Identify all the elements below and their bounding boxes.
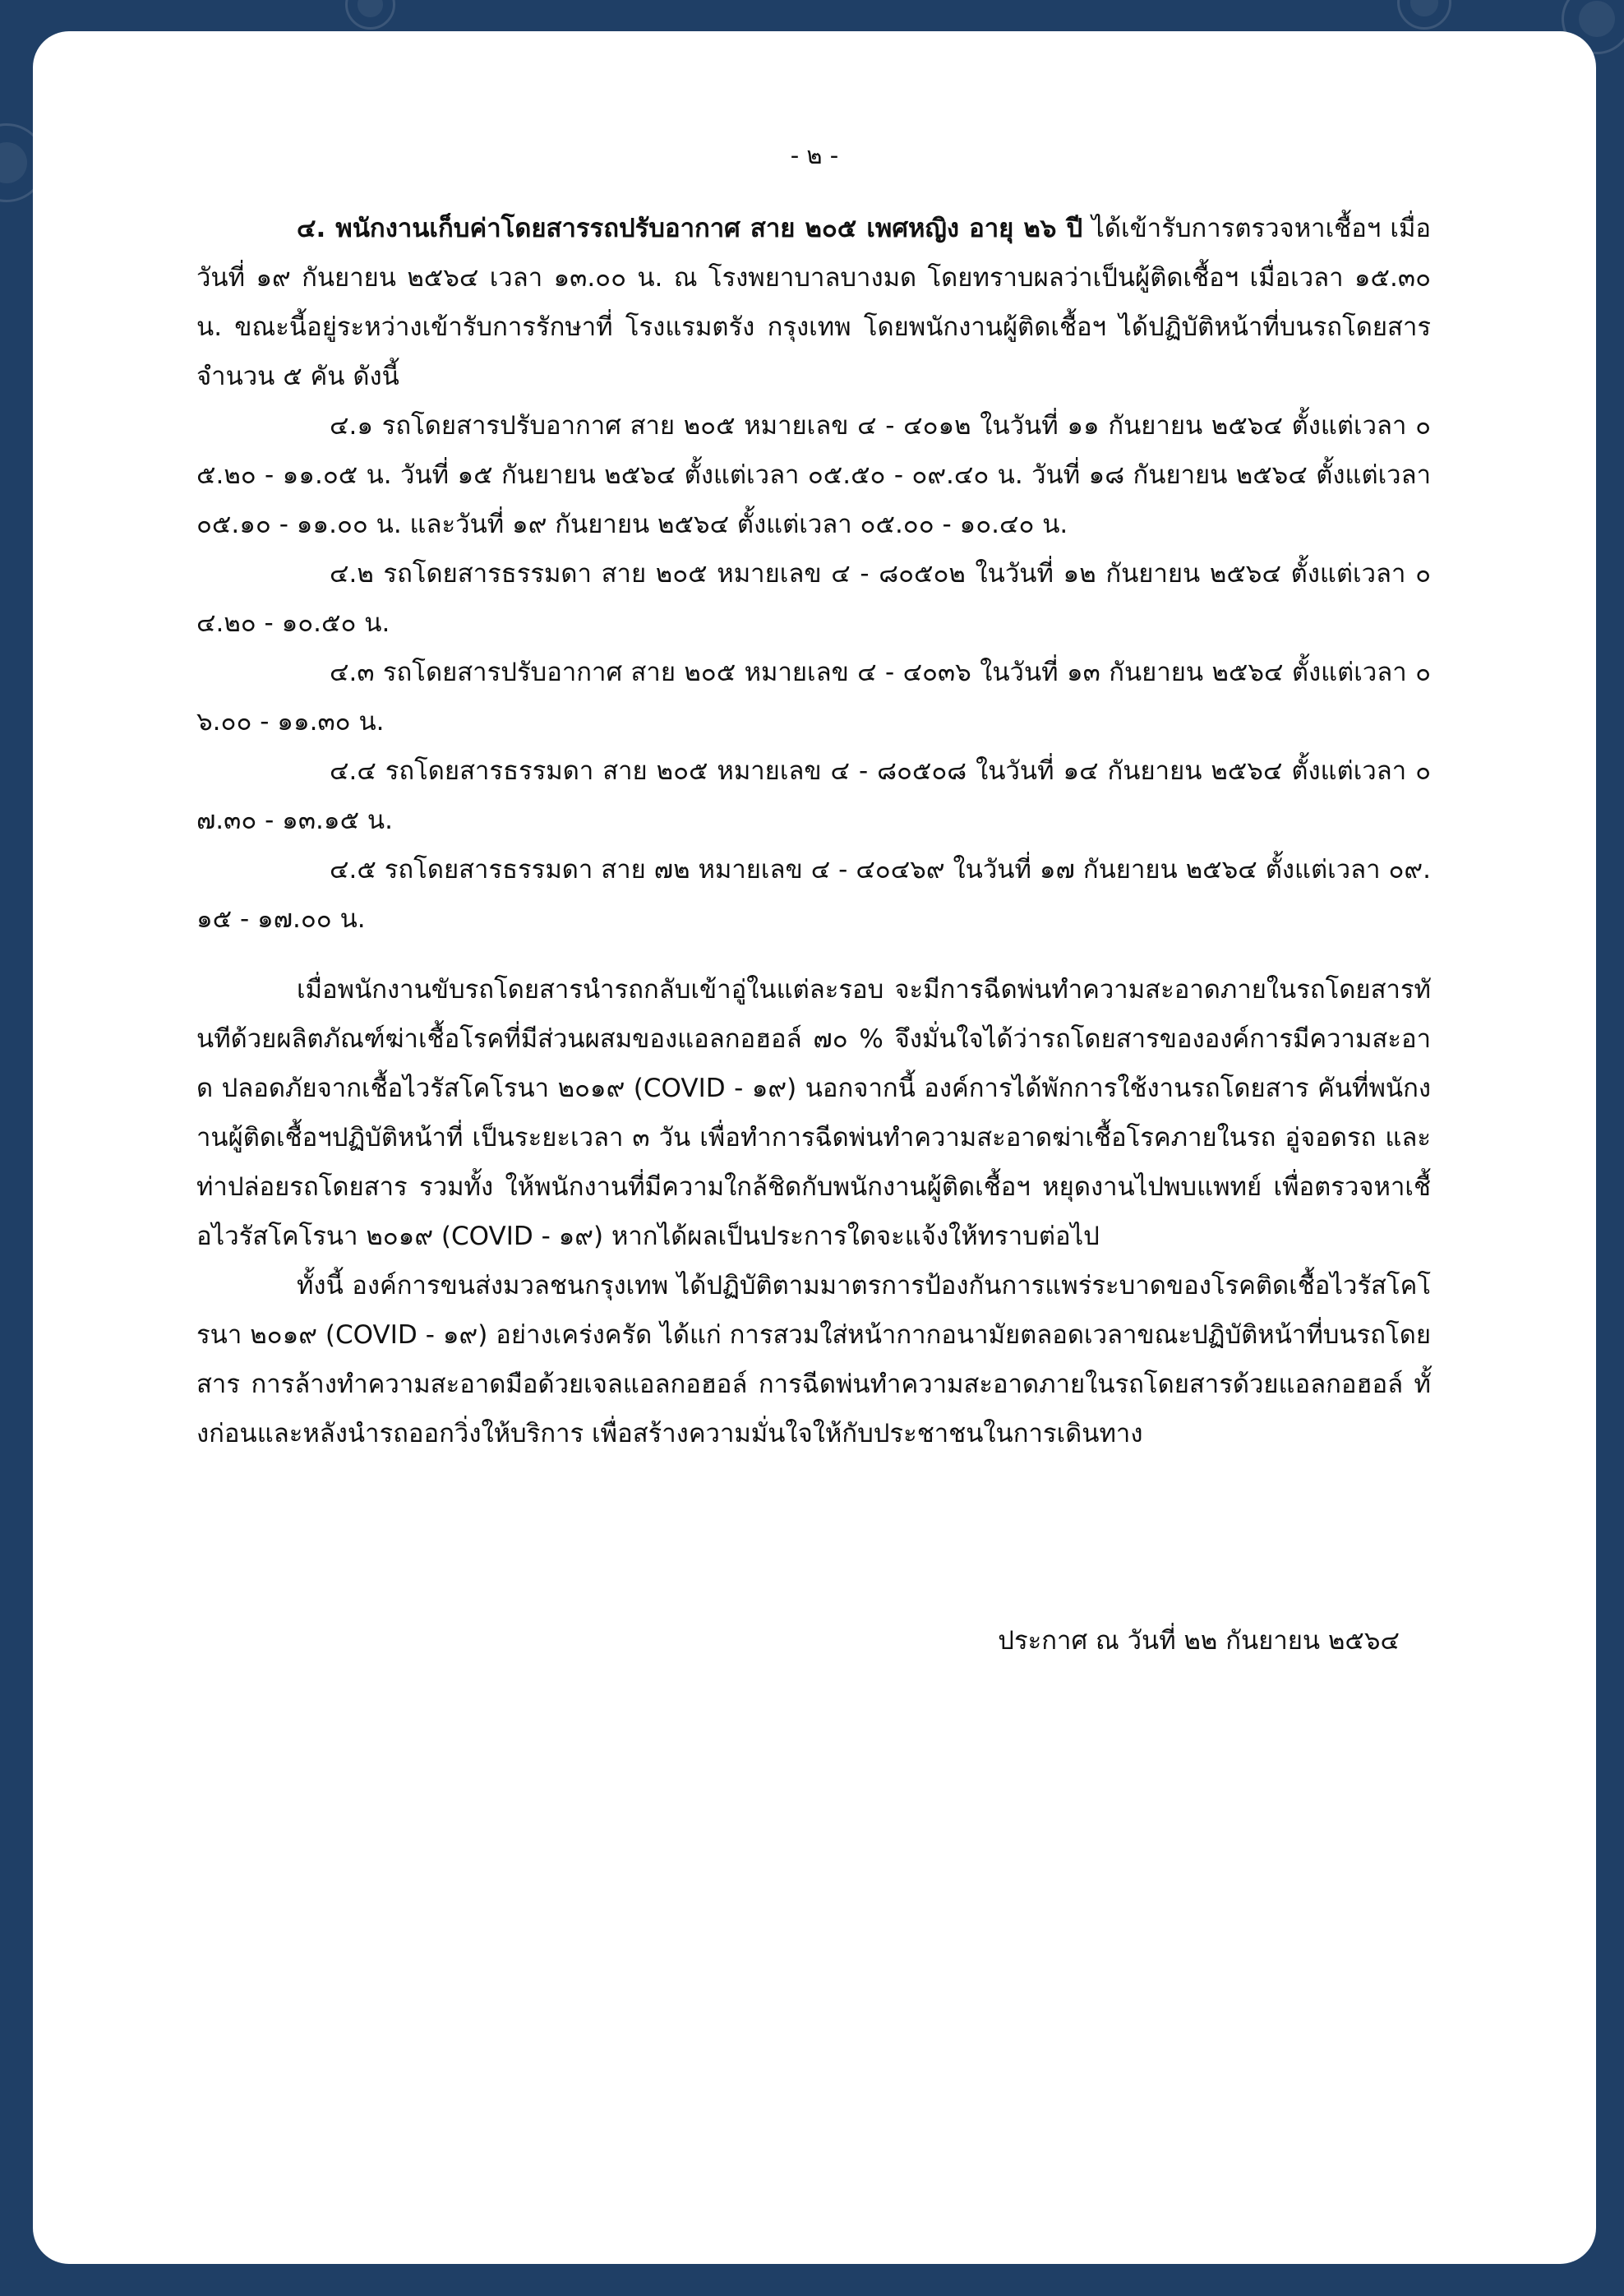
subitem-4-4: ๔.๔ รถโดยสารธรรมดา สาย ๒๐๕ หมายเลข ๔ - ๘๐๕๐๘ ในวันที่ ๑๔ กันยายน ๒๕๖๔ ตั้งแต่เวลา ๐๗.๓๐ - ๑๓.๑๕ น.: [196, 756, 1431, 835]
subitem-4-5: ๔.๕ รถโดยสารธรรมดา สาย ๗๒ หมายเลข ๔ - ๔๐๔๖๙ ในวันที่ ๑๗ กันยายน ๒๕๖๔ ตั้งแต่เวลา ๐๙.๑๕ - ๑๗.๐๐ น.: [196, 855, 1431, 934]
item-4-heading: ๔. พนักงานเก็บค่าโดยสารรถปรับอากาศ สาย ๒๐๕ เพศหญิง อายุ ๒๖ ปี: [297, 214, 1083, 243]
announcement-date: ประกาศ ณ วันที่ ๒๒ กันยายน ๒๕๖๔: [998, 1626, 1400, 1656]
cleaning-paragraph: เมื่อพนักงานขับรถโดยสารนำรถกลับเข้าอู่ในแต่ละรอบ จะมีการฉีดพ่นทำความสะอาดภายในรถโดยสารทันทีด้วยผลิตภัณฑ์ฆ่าเชื้อโรคที่มีส่วนผสมของแอลกอฮอล์ ๗๐ % จึงมั่นใจได้ว่ารถโดยสารขององค์การมีความสะอาด ปลอดภัยจากเชื้อไวรัสโคโรนา ๒๐๑๙ (COVID - ๑๙) นอกจากนี้ องค์การได้พักการใช้งานรถโดยสาร คันที่พนักงานผู้ติดเชื้อฯปฏิบัติหน้าที่ เป็นระยะเวลา ๓ วัน เพื่อทำการฉีดพ่นทำความสะอาดฆ่าเชื้อโรคภายในรถ อู่จอดรถ และท่าปล่อยรถโดยสาร รวมทั้ง ให้พนักงานที่มีความใกล้ชิดกับพนักงานผู้ติดเชื้อฯ หยุดงานไปพบแพทย์ เพื่อตรวจหาเชื้อไวรัสโคโรนา ๒๐๑๙ (COVID - ๑๙) หากได้ผลเป็นประการใดจะแจ้งให้ทราบต่อไป: [196, 975, 1431, 1251]
document-body: [196, 204, 1431, 1458]
item-4-body: ได้เข้ารับการตรวจหาเชื้อฯ เมื่อวันที่ ๑๙ กันยายน ๒๕๖๔ เวลา ๑๓.๐๐ น. ณ โรงพยาบาลบางมด โดยทราบผลว่าเป็นผู้ติดเชื้อฯ เมื่อเวลา ๑๕.๓๐ น. ขณะนี้อยู่ระหว่างเข้ารับการรักษาที่ โรงแรมตรัง กรุงเทพ โดยพนักงานผู้ติดเชื้อฯ ได้ปฏิบัติหน้าที่บนรถโดยสาร จำนวน ๕ คัน ดังนี้: [196, 214, 1431, 391]
virus-decoration: [1397, 0, 1451, 30]
virus-decoration: [345, 0, 395, 30]
measures-paragraph: ทั้งนี้ องค์การขนส่งมวลชนกรุงเทพ ได้ปฏิบัติตามมาตรการป้องกันการแพร่ระบาดของโรคติดเชื้อไวรัสโคโรนา ๒๐๑๙ (COVID - ๑๙) อย่างเคร่งครัด ได้แก่ การสวมใส่หน้ากากอนามัยตลอดเวลาขณะปฏิบัติหน้าที่บนรถโดยสาร การล้างทำความสะอาดมือด้วยเจลแอลกอฮอล์ การฉีดพ่นทำความสะอาดภายในรถโดยสารด้วยแอลกอฮอล์ ทั้งก่อนและหลังนำรถออกวิ่งให้บริการ เพื่อสร้างความมั่นใจให้กับประชาชนในการเดินทาง: [196, 1271, 1431, 1448]
subitem-4-1: ๔.๑ รถโดยสารปรับอากาศ สาย ๒๐๕ หมายเลข ๔ - ๔๐๑๒ ในวันที่ ๑๑ กันยายน ๒๕๖๔ ตั้งแต่เวลา ๐๕.๒๐ - ๑๑.๐๕ น. วันที่ ๑๕ กันยายน ๒๕๖๔ ตั้งแต่เวลา ๐๕.๕๐ - ๐๙.๔๐ น. วันที่ ๑๘ กันยายน ๒๕๖๔ ตั้งแต่เวลา ๐๕.๑๐ - ๑๑.๐๐ น. และวันที่ ๑๙ กันยายน ๒๕๖๔ ตั้งแต่เวลา ๐๕.๐๐ - ๑๐.๔๐ น.: [196, 411, 1431, 539]
subitem-4-3: ๔.๓ รถโดยสารปรับอากาศ สาย ๒๐๕ หมายเลข ๔ - ๔๐๓๖ ในวันที่ ๑๓ กันยายน ๒๕๖๔ ตั้งแต่เวลา ๐๖.๐๐ - ๑๑.๓๐ น.: [196, 658, 1431, 737]
document-page: [33, 31, 1596, 2264]
page-number: - ๒ -: [790, 141, 839, 169]
subitem-4-2: ๔.๒ รถโดยสารธรรมดา สาย ๒๐๕ หมายเลข ๔ - ๘๐๕๐๒ ในวันที่ ๑๒ กันยายน ๒๕๖๔ ตั้งแต่เวลา ๐๔.๒๐ - ๑๐.๕๐ น.: [196, 559, 1431, 638]
item-4-paragraph: [196, 204, 1431, 401]
